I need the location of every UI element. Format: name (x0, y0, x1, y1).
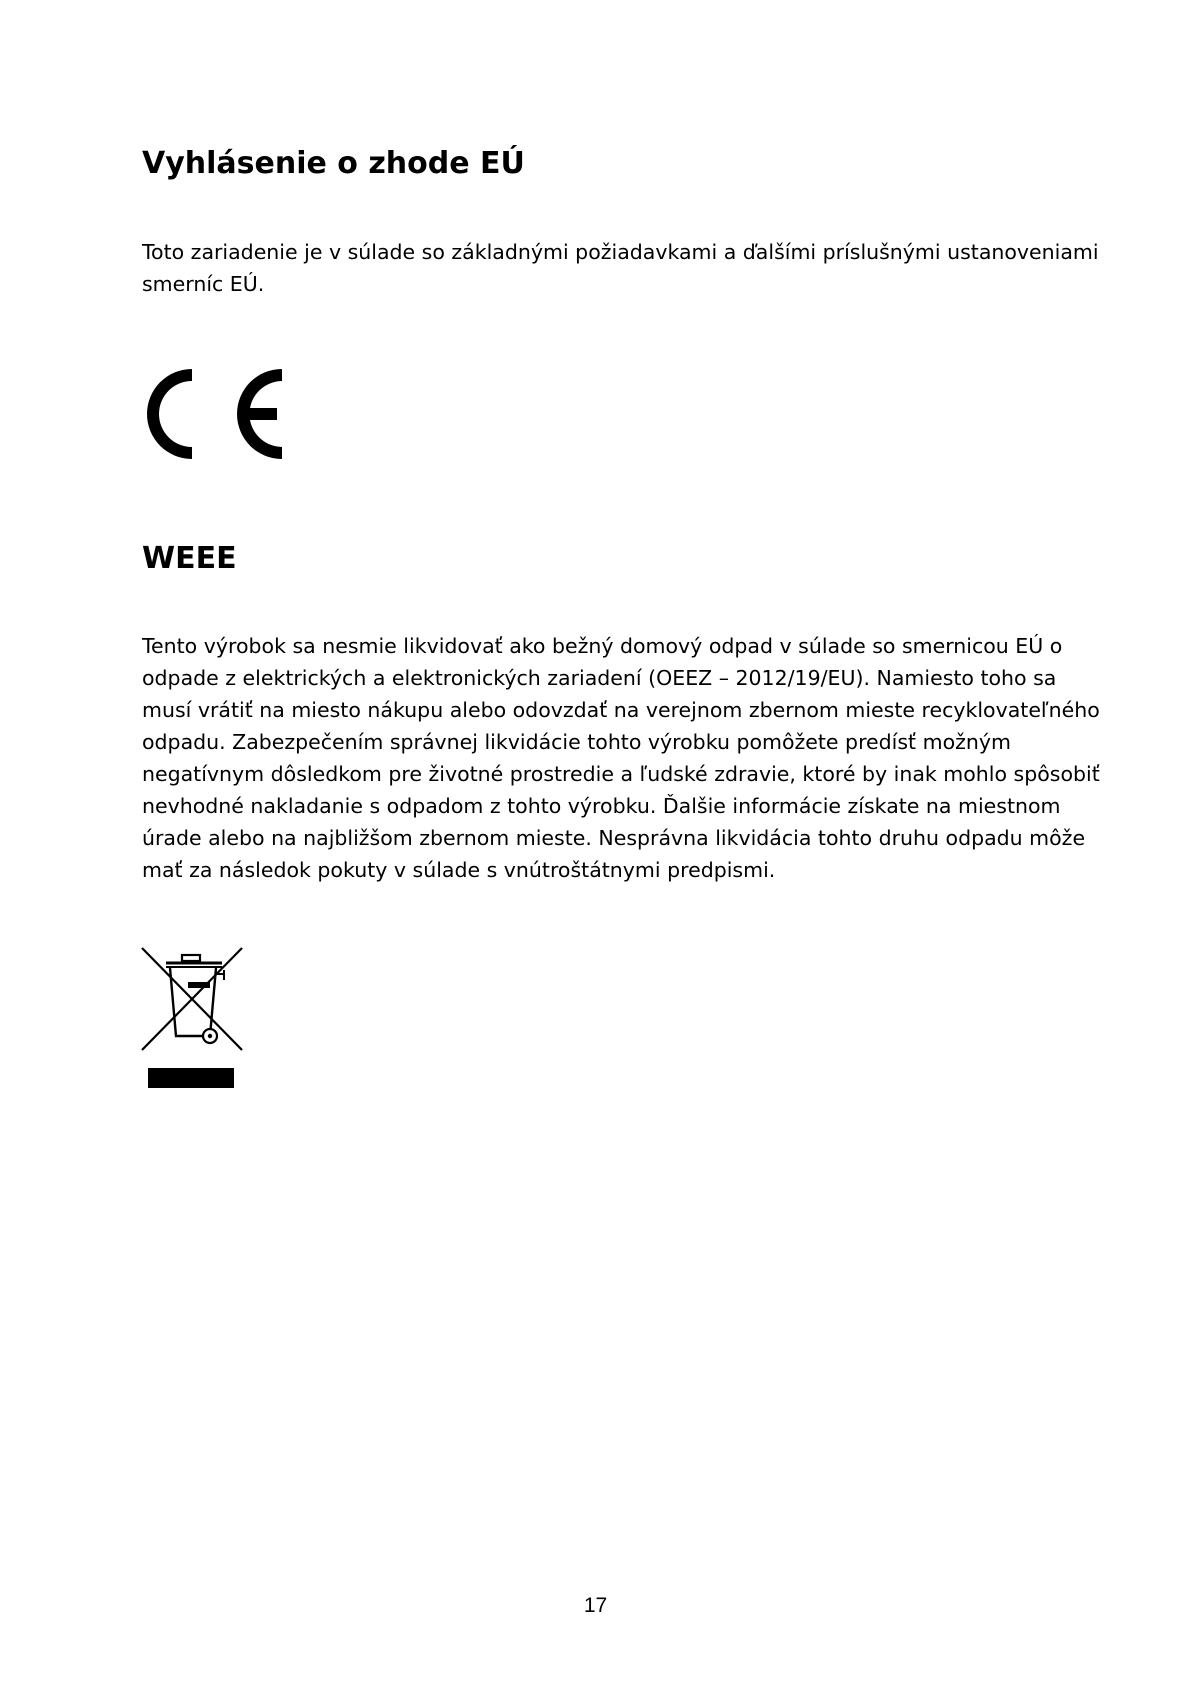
paragraph-line: musí vrátiť na miesto nákupu alebo odovzdať na verejnom zbernom mieste recyklovateľného (142, 698, 1100, 722)
paragraph-line: mať za následok pokuty v súlade s vnútroštátnymi predpismi. (142, 858, 776, 882)
paragraph-line: úrade alebo na najbližšom zbernom mieste. Nesprávna likvidácia tohto druhu odpadu môže (142, 826, 1086, 850)
paragraph-line: odpade z elektrických a elektronických zariadení (OEEZ – 2012/19/EU). Namiesto toho sa (142, 666, 1057, 690)
weee-paragraph (142, 630, 1100, 886)
paragraph-line: nevhodné nakladanie s odpadom z tohto výrobku. Ďalšie informácie získate na miestnom (142, 794, 1061, 818)
ce-mark-icon (142, 364, 282, 464)
eu-declaration-heading: Vyhlásenie o zhode EÚ (142, 146, 525, 181)
weee-heading: WEEE (142, 541, 237, 576)
page-number: 17 (583, 1594, 608, 1617)
paragraph-line: negatívnym dôsledkom pre životné prostredie a ľudské zdravie, ktoré by inak mohlo spôsobiť (142, 762, 1100, 786)
eu-declaration-paragraph (142, 236, 1099, 300)
paragraph-line: odpadu. Zabezpečením správnej likvidácie tohto výrobku pomôžete predísť možným (142, 730, 1011, 754)
paragraph-line: smerníc EÚ. (142, 272, 265, 296)
paragraph-line: Tento výrobok sa nesmie likvidovať ako bežný domový odpad v súlade so smernicou EÚ o (142, 634, 1063, 658)
paragraph-line: Toto zariadenie je v súlade so základnými požiadavkami a ďalšími príslušnými ustanoveniami (142, 240, 1099, 264)
crossed-out-wheelie-bin-icon (140, 946, 244, 1096)
